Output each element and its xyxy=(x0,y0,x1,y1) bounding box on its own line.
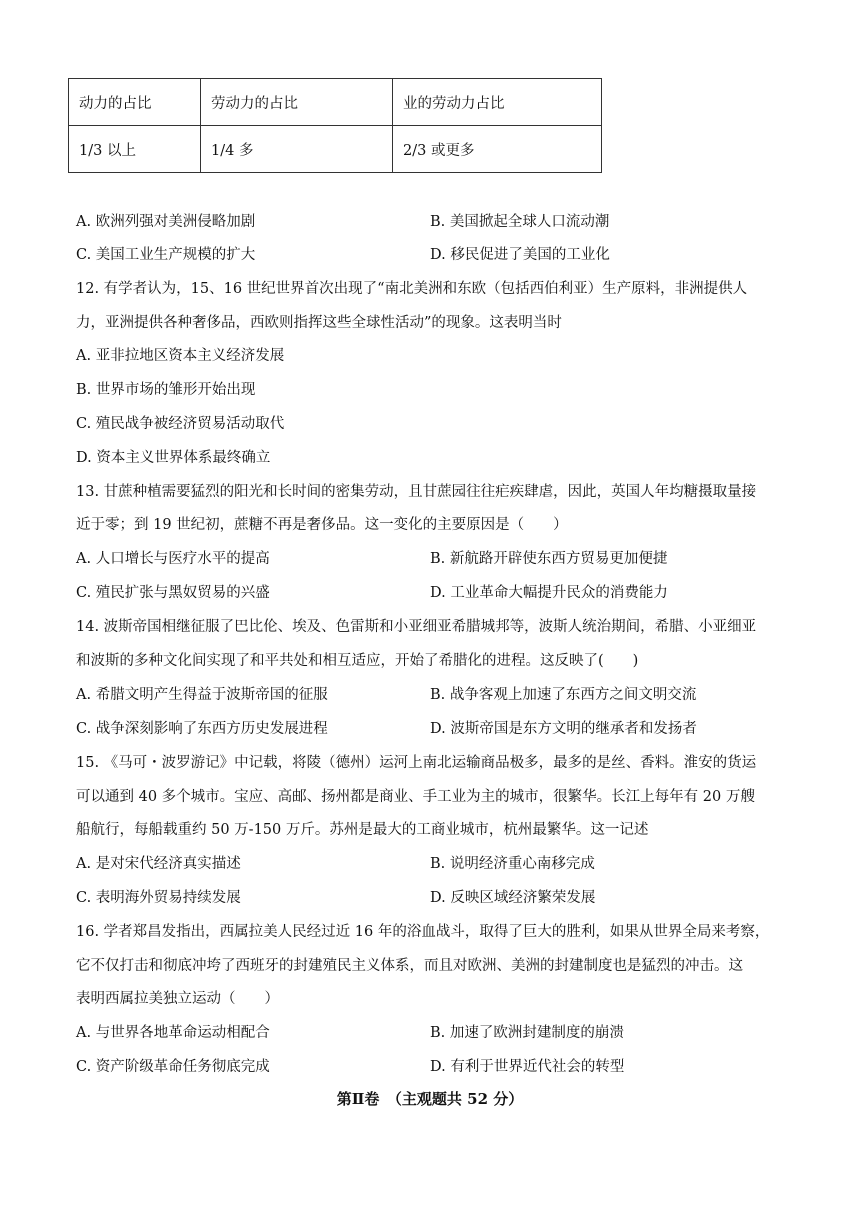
table-cell: 1/4 多 xyxy=(201,126,393,173)
q11-option-c: C. 美国工业生产规模的扩大 xyxy=(76,247,256,263)
table-row xyxy=(69,79,602,126)
q14-stem-line-1: 14. 波斯帝国相继征服了巴比伦、埃及、色雷斯和小亚细亚希腊城邦等，波斯人统治期间，希腊、小亚细亚 xyxy=(76,619,757,635)
q12-stem-line-2: 力，亚洲提供各种奢侈品，西欧则指挥这些全球性活动”的现象。这表明当时 xyxy=(76,315,562,331)
q11-option-b: B. 美国掀起全球人口流动潮 xyxy=(430,214,610,230)
q11-option-d: D. 移民促进了美国的工业化 xyxy=(430,247,610,263)
q11-option-a: A. 欧洲列强对美洲侵略加剧 xyxy=(76,214,256,230)
q14-option-c: C. 战争深刻影响了东西方历史发展进程 xyxy=(76,721,328,737)
q13-option-a: A. 人口增长与医疗水平的提高 xyxy=(76,551,270,567)
q12-option-a: A. 亚非拉地区资本主义经济发展 xyxy=(76,348,285,364)
q12-option-c: C. 殖民战争被经济贸易活动取代 xyxy=(76,416,285,432)
q16-option-c: C. 资产阶级革命任务彻底完成 xyxy=(76,1059,270,1075)
q14-option-a: A. 希腊文明产生得益于波斯帝国的征服 xyxy=(76,687,328,703)
table-cell: 2/3 或更多 xyxy=(393,126,602,173)
q15-option-d: D. 反映区域经济繁荣发展 xyxy=(430,890,596,906)
q12-option-b: B. 世界市场的雏形开始出现 xyxy=(76,382,256,398)
q15-option-a: A. 是对宋代经济真实描述 xyxy=(76,856,241,872)
q13-option-c: C. 殖民扩张与黑奴贸易的兴盛 xyxy=(76,585,270,601)
q16-option-d: D. 有利于世界近代社会的转型 xyxy=(430,1059,625,1075)
section-title: 第Ⅱ卷 （主观题共 52 分） xyxy=(336,1090,524,1108)
data-table-fragment xyxy=(68,78,602,173)
q15-option-c: C. 表明海外贸易持续发展 xyxy=(76,890,241,906)
q13-stem-line-2: 近于零；到 19 世纪初，蔗糖不再是奢侈品。这一变化的主要原因是（ ） xyxy=(76,517,568,533)
q16-stem-line-2: 它不仅打击和彻底冲垮了西班牙的封建殖民主义体系，而且对欧洲、美洲的封建制度也是猛烈的冲击。这 xyxy=(76,958,743,974)
q16-option-a: A. 与世界各地革命运动相配合 xyxy=(76,1025,270,1041)
table-cell: 劳动力的占比 xyxy=(201,79,393,126)
q14-option-d: D. 波斯帝国是东方文明的继承者和发扬者 xyxy=(430,721,697,737)
table-cell: 动力的占比 xyxy=(69,79,201,126)
table-row xyxy=(69,126,602,173)
q16-stem-line-3: 表明西属拉美独立运动（ ） xyxy=(76,991,279,1007)
q15-stem-line-1: 15. 《马可・波罗游记》中记载，将陵（德州）运河上南北运输商品极多，最多的是丝、香料。淮安的货运 xyxy=(76,755,757,771)
q15-stem-line-2: 可以通到 40 多个城市。宝应、高邮、扬州都是商业、手工业为主的城市，很繁华。长江上每年有 20 万艘 xyxy=(76,789,755,805)
q14-stem-line-2: 和波斯的多种文化间实现了和平共处和相互适应，开始了希腊化的进程。这反映了( ) xyxy=(76,653,639,669)
table-cell: 1/3 以上 xyxy=(69,126,201,173)
q16-option-b: B. 加速了欧洲封建制度的崩溃 xyxy=(430,1025,624,1041)
q15-option-b: B. 说明经济重心南移完成 xyxy=(430,856,595,872)
q13-option-b: B. 新航路开辟使东西方贸易更加便捷 xyxy=(430,551,668,567)
q13-stem-line-1: 13. 甘蔗种植需要猛烈的阳光和长时间的密集劳动，且甘蔗园往往疟疾肆虐，因此，英国人年均糖摄取量接 xyxy=(76,484,757,500)
table-cell: 业的劳动力占比 xyxy=(393,79,602,126)
q13-option-d: D. 工业革命大幅提升民众的消费能力 xyxy=(430,585,668,601)
q15-stem-line-3: 船航行，每船载重约 50 万-150 万斤。苏州是最大的工商业城市，杭州最繁华。这一记述 xyxy=(76,822,649,838)
q14-option-b: B. 战争客观上加速了东西方之间文明交流 xyxy=(430,687,697,703)
q16-stem-line-1: 16. 学者郑昌发指出，西属拉美人民经过近 16 年的浴血战斗，取得了巨大的胜利，如果从世界全局来考察， xyxy=(76,924,770,940)
q12-option-d: D. 资本主义世界体系最终确立 xyxy=(76,450,271,466)
q12-stem-line-1: 12. 有学者认为，15、16 世纪世界首次出现了“南北美洲和东欧（包括西伯利亚）生产原料，非洲提供人 xyxy=(76,281,748,297)
